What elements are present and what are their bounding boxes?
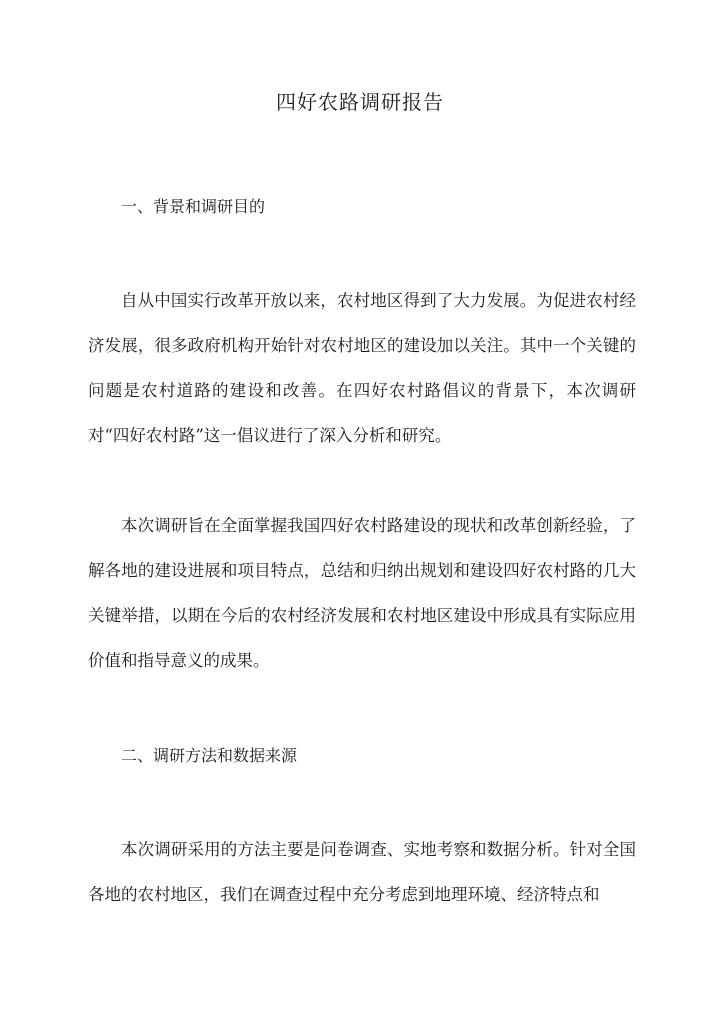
document-title: 四好农路调研报告 [276,90,444,114]
section-heading-methods: 二、调研方法和数据来源 [121,746,298,765]
section-heading-background: 一、背景和调研目的 [121,197,266,216]
paragraph-purpose: 本次调研旨在全面掌握我国四好农村路建设的现状和改革创新经验，了解各地的建设进展和项目特点，总结和归纳出规划和建设四好农村路的几大关键举措，以期在今后的农村经济发展和农村地区建设中形成具有实际应用价值和指导意义的成果。 [88,516,636,670]
paragraph-methods: 本次调研采用的方法主要是问卷调查、实地考察和数据分析。针对全国各地的农村地区，我们在调查过程中充分考虑到地理环境、经济特点和 [88,840,636,904]
paragraph-background: 自从中国实行改革开放以来，农村地区得到了大力发展。为促进农村经济发展，很多政府机构开始针对农村地区的建设加以关注。其中一个关键的问题是农村道路的建设和改善。在四好农村路倡议的背景下，本次调研对“四好农村路”这一倡议进行了深入分析和研究。 [88,291,636,445]
